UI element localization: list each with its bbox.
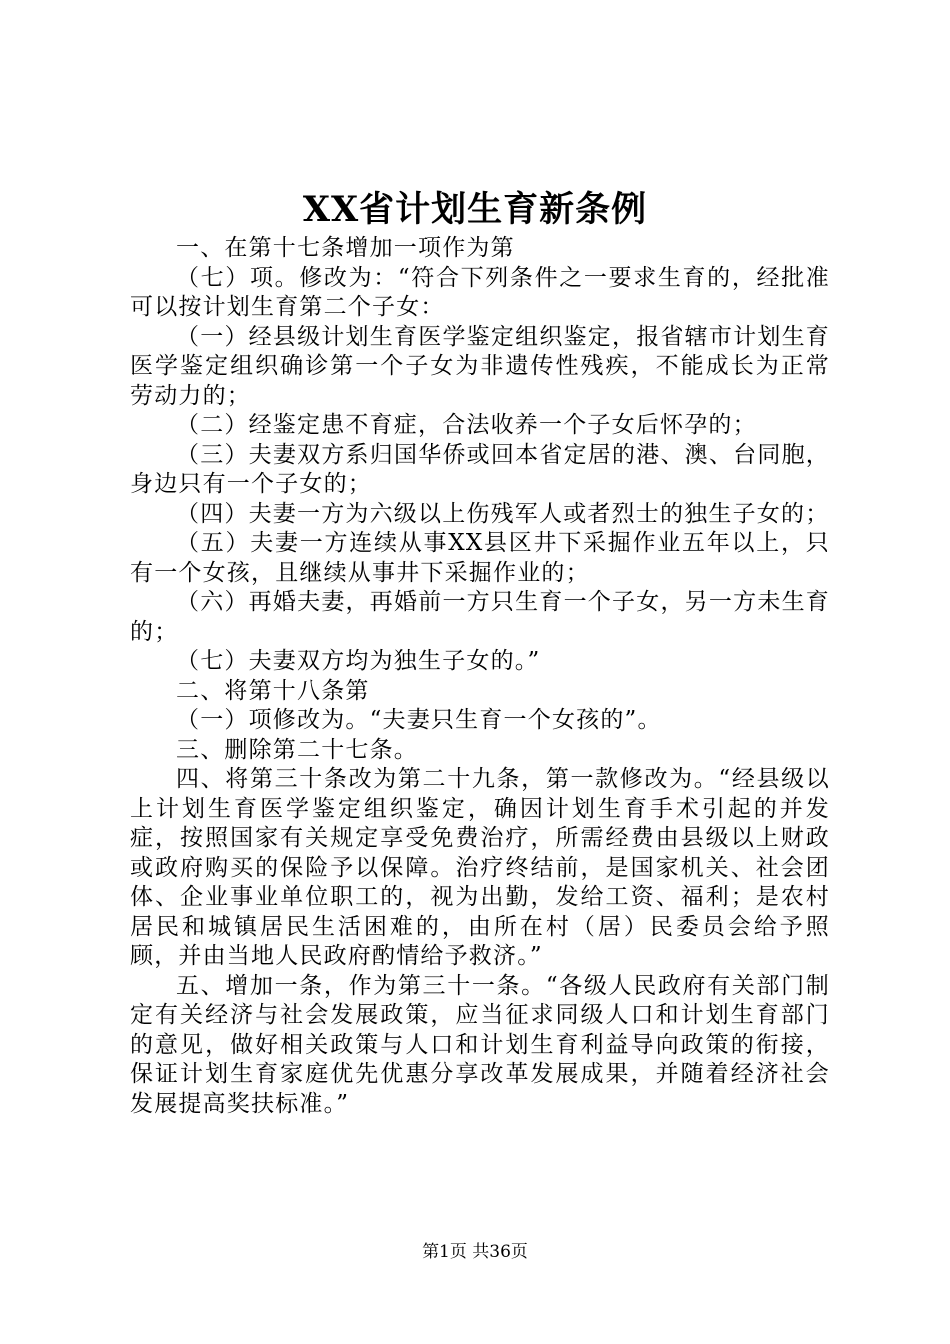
paragraph: 二、将第十八条第 (176, 677, 370, 704)
paragraph: （二）经鉴定患不育症，合法收养一个子女后怀孕的； (176, 412, 757, 438)
document-body (130, 234, 830, 1119)
paragraph: 一、在第十七条增加一项作为第 (176, 235, 515, 261)
paragraph: （一）项修改为。“夫妻只生育一个女孩的”。 (176, 707, 662, 733)
paragraph: （六）再婚夫妻，再婚前一方只生育一个子女，另一方未生育的； (130, 589, 830, 645)
paragraph: 四、将第三十条改为第二十九条，第一款修改为。“经县级以上计划生育医学鉴定组织鉴定，确因计划生育手术引起的并发症，按照国家有关规定享受免费治疗，所需经费由县级以上财政或政府购买的保险予以保障。治疗终结前，是国家机关、社会团体、企业事业单位职工的，视为出勤，发给工资、福利；是农村居民和城镇居民生活困难的，由所在村（居）民委员会给予照顾，并由当地人民政府酌情给予救济。” (130, 766, 830, 969)
paragraph: （七）夫妻双方均为独生子女的。” (176, 648, 541, 674)
paragraph: （五）夫妻一方连续从事XX县区井下采掘作业五年以上，只有一个女孩，且继续从事井下采掘作业的； (130, 530, 830, 586)
document-title: XX省计划生育新条例 (302, 189, 648, 230)
paragraph: 三、删除第二十七条。 (176, 736, 418, 763)
paragraph: 五、增加一条，作为第三十一条。“各级人民政府有关部门制定有关经济与社会发展政策，应当征求同级人口和计划生育部门的意见，做好相关政策与人口和计划生育利益导向政策的衔接，保证计划生育家庭优先优惠分享改革发展成果，并随着经济社会发展提高奖扶标准。” (130, 972, 830, 1117)
paragraph: （三）夫妻双方系归国华侨或回本省定居的港、澳、台同胞，身边只有一个子女的； (130, 441, 830, 497)
paragraph: （四）夫妻一方为六级以上伤残军人或者烈士的独生子女的； (176, 500, 830, 527)
page-number-footer: 第1页 共36页 (422, 1242, 528, 1262)
paragraph: （七）项。修改为：“符合下列条件之一要求生育的，经批准可以按计划生育第二个子女： (130, 264, 830, 320)
paragraph: （一）经县级计划生育医学鉴定组织鉴定，报省辖市计划生育医学鉴定组织确诊第一个子女为非遗传性残疾，不能成长为正常劳动力的； (130, 323, 830, 409)
